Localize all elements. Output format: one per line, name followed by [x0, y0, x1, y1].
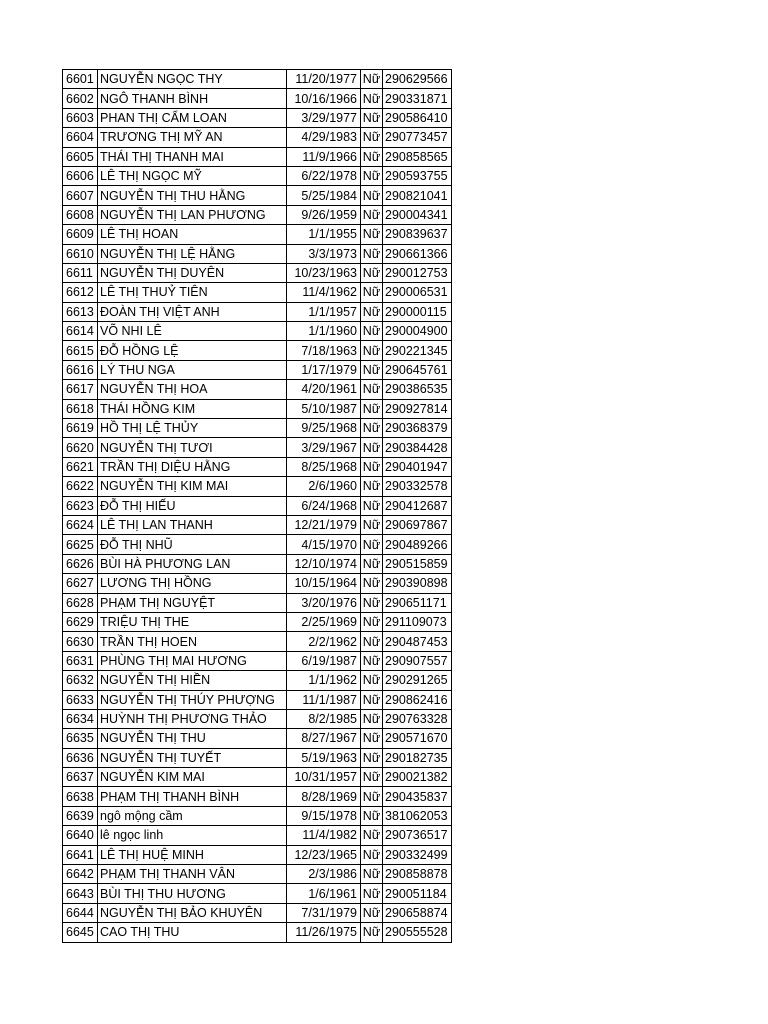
row-number-cell: 6626 [63, 554, 98, 573]
gender-cell: Nữ [361, 826, 383, 845]
birth-date-cell: 1/6/1961 [287, 884, 361, 903]
table-row [63, 244, 452, 263]
full-name-cell: NGUYỄN NGỌC THY [98, 70, 287, 89]
id-number-cell: 290004341 [383, 205, 452, 224]
id-number-cell: 290858878 [383, 865, 452, 884]
row-number-cell: 6608 [63, 205, 98, 224]
row-number-cell: 6629 [63, 612, 98, 631]
birth-date-cell: 10/23/1963 [287, 263, 361, 282]
full-name-cell: LÊ THỊ NGỌC MỸ [98, 166, 287, 185]
row-number-cell: 6612 [63, 283, 98, 302]
table-row [63, 903, 452, 922]
gender-cell: Nữ [361, 70, 383, 89]
gender-cell: Nữ [361, 419, 383, 438]
id-number-cell: 290390898 [383, 574, 452, 593]
birth-date-cell: 12/21/1979 [287, 515, 361, 534]
table-row [63, 671, 452, 690]
full-name-cell: NGUYỄN THỊ TUYẾT [98, 748, 287, 767]
full-name-cell: TRIỆU THỊ THE [98, 612, 287, 631]
birth-date-cell: 10/31/1957 [287, 768, 361, 787]
row-number-cell: 6636 [63, 748, 98, 767]
birth-date-cell: 11/9/1966 [287, 147, 361, 166]
row-number-cell: 6609 [63, 225, 98, 244]
gender-cell: Nữ [361, 535, 383, 554]
table-row [63, 283, 452, 302]
gender-cell: Nữ [361, 884, 383, 903]
table-row [63, 186, 452, 205]
gender-cell: Nữ [361, 515, 383, 534]
full-name-cell: NGUYỄN THỊ HOA [98, 380, 287, 399]
row-number-cell: 6625 [63, 535, 98, 554]
id-number-cell: 290515859 [383, 554, 452, 573]
row-number-cell: 6643 [63, 884, 98, 903]
id-number-cell: 290000115 [383, 302, 452, 321]
row-number-cell: 6613 [63, 302, 98, 321]
table-row [63, 166, 452, 185]
row-number-cell: 6616 [63, 360, 98, 379]
row-number-cell: 6604 [63, 128, 98, 147]
table-row [63, 923, 452, 942]
table-row [63, 360, 452, 379]
id-number-cell: 290291265 [383, 671, 452, 690]
id-number-cell: 381062053 [383, 806, 452, 825]
table-row [63, 768, 452, 787]
birth-date-cell: 2/6/1960 [287, 477, 361, 496]
table-row [63, 205, 452, 224]
birth-date-cell: 1/1/1962 [287, 671, 361, 690]
id-number-cell: 290331871 [383, 89, 452, 108]
gender-cell: Nữ [361, 651, 383, 670]
id-number-cell: 290412687 [383, 496, 452, 515]
table-row [63, 419, 452, 438]
gender-cell: Nữ [361, 748, 383, 767]
row-number-cell: 6638 [63, 787, 98, 806]
full-name-cell: PHẠM THỊ NGUYỆT [98, 593, 287, 612]
gender-cell: Nữ [361, 787, 383, 806]
birth-date-cell: 6/22/1978 [287, 166, 361, 185]
gender-cell: Nữ [361, 845, 383, 864]
birth-date-cell: 3/3/1973 [287, 244, 361, 263]
full-name-cell: PHAN THỊ CẨM LOAN [98, 108, 287, 127]
row-number-cell: 6624 [63, 515, 98, 534]
row-number-cell: 6632 [63, 671, 98, 690]
full-name-cell: NGUYỄN THỊ THU HẰNG [98, 186, 287, 205]
table-row [63, 554, 452, 573]
id-number-cell: 291109073 [383, 612, 452, 631]
full-name-cell: ĐỖ THỊ HIẾU [98, 496, 287, 515]
row-number-cell: 6634 [63, 709, 98, 728]
birth-date-cell: 2/2/1962 [287, 632, 361, 651]
birth-date-cell: 5/19/1963 [287, 748, 361, 767]
id-number-cell: 290586410 [383, 108, 452, 127]
full-name-cell: TRẦN THỊ DIỆU HẰNG [98, 457, 287, 476]
gender-cell: Nữ [361, 380, 383, 399]
table-row [63, 128, 452, 147]
id-number-cell: 290332578 [383, 477, 452, 496]
table-row [63, 748, 452, 767]
full-name-cell: ĐỖ HỒNG LỆ [98, 341, 287, 360]
row-number-cell: 6620 [63, 438, 98, 457]
full-name-cell: LÊ THỊ LAN THANH [98, 515, 287, 534]
id-number-cell: 290182735 [383, 748, 452, 767]
table-row [63, 457, 452, 476]
table-row [63, 147, 452, 166]
id-number-cell: 290661366 [383, 244, 452, 263]
id-number-cell: 290907557 [383, 651, 452, 670]
birth-date-cell: 1/1/1960 [287, 322, 361, 341]
full-name-cell: NGUYỄN THỊ THÚY PHƯỢNG [98, 690, 287, 709]
gender-cell: Nữ [361, 612, 383, 631]
id-number-cell: 290658874 [383, 903, 452, 922]
id-number-cell: 290401947 [383, 457, 452, 476]
full-name-cell: TRƯƠNG THỊ MỸ AN [98, 128, 287, 147]
table-row [63, 632, 452, 651]
id-number-cell: 290697867 [383, 515, 452, 534]
table-row [63, 399, 452, 418]
birth-date-cell: 11/4/1962 [287, 283, 361, 302]
gender-cell: Nữ [361, 690, 383, 709]
id-number-cell: 290051184 [383, 884, 452, 903]
id-number-cell: 290862416 [383, 690, 452, 709]
row-number-cell: 6623 [63, 496, 98, 515]
full-name-cell: NGUYỄN THỊ LAN PHƯƠNG [98, 205, 287, 224]
table-row [63, 593, 452, 612]
table-row [63, 225, 452, 244]
birth-date-cell: 2/25/1969 [287, 612, 361, 631]
row-number-cell: 6633 [63, 690, 98, 709]
full-name-cell: PHẠM THỊ THANH BÌNH [98, 787, 287, 806]
gender-cell: Nữ [361, 709, 383, 728]
table-row [63, 806, 452, 825]
row-number-cell: 6605 [63, 147, 98, 166]
full-name-cell: NGUYỄN THỊ THU [98, 729, 287, 748]
birth-date-cell: 11/1/1987 [287, 690, 361, 709]
full-name-cell: THÁI THỊ THANH MAI [98, 147, 287, 166]
table-row [63, 108, 452, 127]
full-name-cell: PHÙNG THỊ MAI HƯƠNG [98, 651, 287, 670]
gender-cell: Nữ [361, 496, 383, 515]
id-number-cell: 290839637 [383, 225, 452, 244]
row-number-cell: 6606 [63, 166, 98, 185]
table-row [63, 380, 452, 399]
table-row [63, 302, 452, 321]
birth-date-cell: 1/1/1955 [287, 225, 361, 244]
id-number-cell: 290555528 [383, 923, 452, 942]
birth-date-cell: 3/20/1976 [287, 593, 361, 612]
gender-cell: Nữ [361, 632, 383, 651]
gender-cell: Nữ [361, 108, 383, 127]
full-name-cell: LƯƠNG THỊ HỒNG [98, 574, 287, 593]
full-name-cell: NGUYỄN THỊ DUYÊN [98, 263, 287, 282]
row-number-cell: 6644 [63, 903, 98, 922]
birth-date-cell: 1/17/1979 [287, 360, 361, 379]
gender-cell: Nữ [361, 205, 383, 224]
id-number-cell: 290821041 [383, 186, 452, 205]
gender-cell: Nữ [361, 865, 383, 884]
row-number-cell: 6642 [63, 865, 98, 884]
id-number-cell: 290021382 [383, 768, 452, 787]
gender-cell: Nữ [361, 322, 383, 341]
row-number-cell: 6641 [63, 845, 98, 864]
row-number-cell: 6639 [63, 806, 98, 825]
gender-cell: Nữ [361, 399, 383, 418]
id-number-cell: 290386535 [383, 380, 452, 399]
row-number-cell: 6601 [63, 70, 98, 89]
full-name-cell: ngô mộng cầm [98, 806, 287, 825]
full-name-cell: BÙI THỊ THU HƯƠNG [98, 884, 287, 903]
gender-cell: Nữ [361, 89, 383, 108]
id-number-cell: 290384428 [383, 438, 452, 457]
full-name-cell: TRẦN THỊ HOEN [98, 632, 287, 651]
table-row [63, 865, 452, 884]
birth-date-cell: 11/20/1977 [287, 70, 361, 89]
full-name-cell: ĐỖ THỊ NHŨ [98, 535, 287, 554]
full-name-cell: LÊ THỊ HUỆ MINH [98, 845, 287, 864]
gender-cell: Nữ [361, 593, 383, 612]
id-number-cell: 290487453 [383, 632, 452, 651]
table-row [63, 535, 452, 554]
birth-date-cell: 6/24/1968 [287, 496, 361, 515]
gender-cell: Nữ [361, 128, 383, 147]
birth-date-cell: 8/28/1969 [287, 787, 361, 806]
id-number-cell: 290221345 [383, 341, 452, 360]
gender-cell: Nữ [361, 923, 383, 942]
gender-cell: Nữ [361, 186, 383, 205]
row-number-cell: 6630 [63, 632, 98, 651]
table-row [63, 845, 452, 864]
birth-date-cell: 11/4/1982 [287, 826, 361, 845]
id-number-cell: 290645761 [383, 360, 452, 379]
table-row [63, 263, 452, 282]
table-row [63, 89, 452, 108]
full-name-cell: NGUYỄN THỊ TƯƠI [98, 438, 287, 457]
table-row [63, 70, 452, 89]
table-row [63, 341, 452, 360]
id-number-cell: 290773457 [383, 128, 452, 147]
birth-date-cell: 3/29/1977 [287, 108, 361, 127]
birth-date-cell: 4/15/1970 [287, 535, 361, 554]
row-number-cell: 6621 [63, 457, 98, 476]
table-row [63, 709, 452, 728]
row-number-cell: 6602 [63, 89, 98, 108]
gender-cell: Nữ [361, 806, 383, 825]
full-name-cell: VÕ NHI LÊ [98, 322, 287, 341]
table-row [63, 496, 452, 515]
gender-cell: Nữ [361, 263, 383, 282]
row-number-cell: 6617 [63, 380, 98, 399]
id-number-cell: 290368379 [383, 419, 452, 438]
row-number-cell: 6610 [63, 244, 98, 263]
row-number-cell: 6614 [63, 322, 98, 341]
gender-cell: Nữ [361, 457, 383, 476]
full-name-cell: ĐOÀN THỊ VIỆT ANH [98, 302, 287, 321]
row-number-cell: 6645 [63, 923, 98, 942]
gender-cell: Nữ [361, 360, 383, 379]
id-number-cell: 290858565 [383, 147, 452, 166]
gender-cell: Nữ [361, 283, 383, 302]
row-number-cell: 6611 [63, 263, 98, 282]
id-number-cell: 290629566 [383, 70, 452, 89]
full-name-cell: LÊ THỊ HOAN [98, 225, 287, 244]
row-number-cell: 6618 [63, 399, 98, 418]
id-number-cell: 290927814 [383, 399, 452, 418]
gender-cell: Nữ [361, 768, 383, 787]
id-number-cell: 290763328 [383, 709, 452, 728]
table-row [63, 477, 452, 496]
gender-cell: Nữ [361, 244, 383, 263]
row-number-cell: 6628 [63, 593, 98, 612]
birth-date-cell: 8/27/1967 [287, 729, 361, 748]
row-number-cell: 6635 [63, 729, 98, 748]
records-table [62, 69, 452, 943]
id-number-cell: 290489266 [383, 535, 452, 554]
birth-date-cell: 5/25/1984 [287, 186, 361, 205]
full-name-cell: NGUYỄN THỊ LỆ HẰNG [98, 244, 287, 263]
gender-cell: Nữ [361, 225, 383, 244]
id-number-cell: 290332499 [383, 845, 452, 864]
id-number-cell: 290435837 [383, 787, 452, 806]
full-name-cell: LÊ THỊ THUỶ TIÊN [98, 283, 287, 302]
row-number-cell: 6615 [63, 341, 98, 360]
id-number-cell: 290593755 [383, 166, 452, 185]
full-name-cell: PHẠM THỊ THANH VÂN [98, 865, 287, 884]
birth-date-cell: 4/29/1983 [287, 128, 361, 147]
table-row [63, 884, 452, 903]
birth-date-cell: 12/23/1965 [287, 845, 361, 864]
gender-cell: Nữ [361, 438, 383, 457]
gender-cell: Nữ [361, 477, 383, 496]
birth-date-cell: 12/10/1974 [287, 554, 361, 573]
row-number-cell: 6622 [63, 477, 98, 496]
table-row [63, 574, 452, 593]
full-name-cell: NGUYỄN KIM MAI [98, 768, 287, 787]
gender-cell: Nữ [361, 729, 383, 748]
birth-date-cell: 1/1/1957 [287, 302, 361, 321]
birth-date-cell: 8/2/1985 [287, 709, 361, 728]
birth-date-cell: 9/26/1959 [287, 205, 361, 224]
birth-date-cell: 6/19/1987 [287, 651, 361, 670]
full-name-cell: CAO THỊ THU [98, 923, 287, 942]
full-name-cell: NGUYỄN THỊ HIỀN [98, 671, 287, 690]
gender-cell: Nữ [361, 574, 383, 593]
id-number-cell: 290004900 [383, 322, 452, 341]
row-number-cell: 6637 [63, 768, 98, 787]
table-row [63, 690, 452, 709]
full-name-cell: BÙI HÀ PHƯƠNG LAN [98, 554, 287, 573]
gender-cell: Nữ [361, 903, 383, 922]
gender-cell: Nữ [361, 671, 383, 690]
full-name-cell: NGÔ THANH BÌNH [98, 89, 287, 108]
table-row [63, 515, 452, 534]
birth-date-cell: 10/16/1966 [287, 89, 361, 108]
id-number-cell: 290651171 [383, 593, 452, 612]
id-number-cell: 290736517 [383, 826, 452, 845]
birth-date-cell: 5/10/1987 [287, 399, 361, 418]
full-name-cell: HỒ THỊ LỆ THỦY [98, 419, 287, 438]
id-number-cell: 290012753 [383, 263, 452, 282]
row-number-cell: 6640 [63, 826, 98, 845]
full-name-cell: NGUYỄN THỊ KIM MAI [98, 477, 287, 496]
full-name-cell: HUỲNH THỊ PHƯƠNG THẢO [98, 709, 287, 728]
full-name-cell: NGUYỄN THỊ BẢO KHUYÊN [98, 903, 287, 922]
row-number-cell: 6627 [63, 574, 98, 593]
id-number-cell: 290006531 [383, 283, 452, 302]
birth-date-cell: 3/29/1967 [287, 438, 361, 457]
table-row [63, 787, 452, 806]
row-number-cell: 6619 [63, 419, 98, 438]
table-row [63, 322, 452, 341]
birth-date-cell: 7/31/1979 [287, 903, 361, 922]
birth-date-cell: 9/15/1978 [287, 806, 361, 825]
birth-date-cell: 2/3/1986 [287, 865, 361, 884]
gender-cell: Nữ [361, 166, 383, 185]
birth-date-cell: 4/20/1961 [287, 380, 361, 399]
table-row [63, 612, 452, 631]
row-number-cell: 6607 [63, 186, 98, 205]
birth-date-cell: 7/18/1963 [287, 341, 361, 360]
gender-cell: Nữ [361, 302, 383, 321]
records-table-body [63, 70, 452, 943]
row-number-cell: 6603 [63, 108, 98, 127]
birth-date-cell: 9/25/1968 [287, 419, 361, 438]
table-row [63, 651, 452, 670]
full-name-cell: lê ngọc linh [98, 826, 287, 845]
table-row [63, 729, 452, 748]
birth-date-cell: 10/15/1964 [287, 574, 361, 593]
gender-cell: Nữ [361, 554, 383, 573]
full-name-cell: THÁI HỒNG KIM [98, 399, 287, 418]
full-name-cell: LÝ THU NGA [98, 360, 287, 379]
gender-cell: Nữ [361, 147, 383, 166]
gender-cell: Nữ [361, 341, 383, 360]
table-row [63, 826, 452, 845]
birth-date-cell: 8/25/1968 [287, 457, 361, 476]
id-number-cell: 290571670 [383, 729, 452, 748]
row-number-cell: 6631 [63, 651, 98, 670]
table-row [63, 438, 452, 457]
birth-date-cell: 11/26/1975 [287, 923, 361, 942]
